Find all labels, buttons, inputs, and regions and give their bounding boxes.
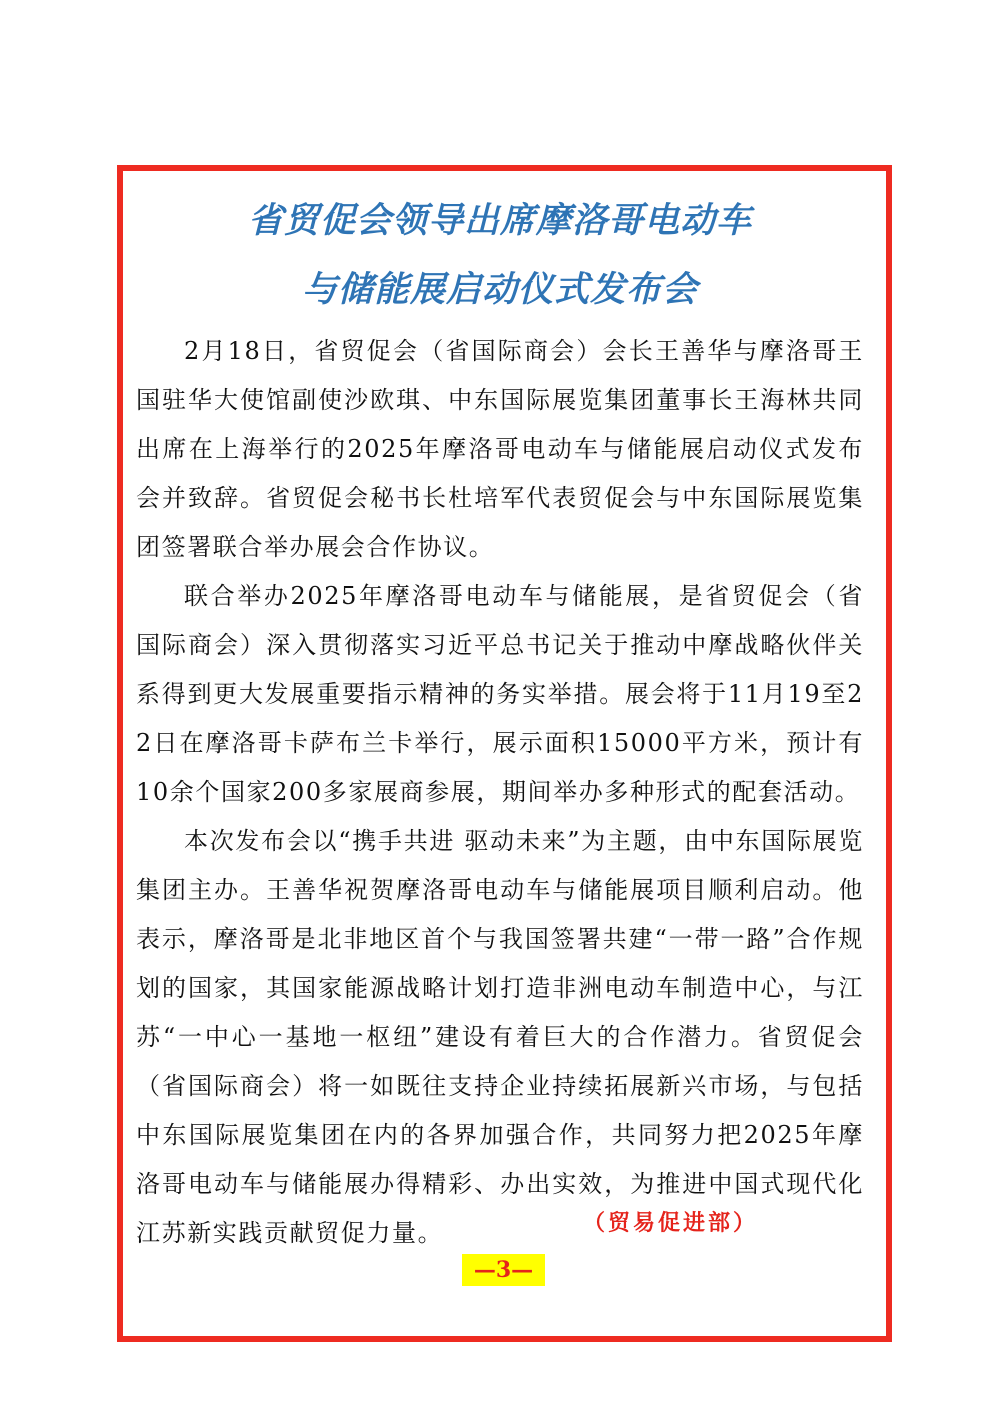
article-title-line-1: 省贸促会领导出席摩洛哥电动车 (247, 200, 752, 241)
article-body (136, 327, 864, 1258)
page-number: —3— (462, 1254, 545, 1286)
paragraph-3: 本次发布会以“携手共进 驱动未来”为主题，由中东国际展览集团主办。王善华祝贺摩洛哥电动车与储能展项目顺利启动。他表示，摩洛哥是北非地区首个与我国签署共建“一带一路”合作规划的国家，其国家能源战略计划打造非洲电动车制造中心，与江苏“一中心一基地一枢纽”建设有着巨大的合作潜力。省贸促会（省国际商会）将一如既往支持企业持续拓展新兴市场，与包括中东国际展览集团在内的各界加强合作，共同努力把2025年摩洛哥电动车与储能展办得精彩、办出实效，为推进中国式现代化江苏新实践贡献贸促力量。 (136, 827, 864, 1247)
paragraph-1: 2月18日，省贸促会（省国际商会）会长王善华与摩洛哥王国驻华大使馆副使沙欧琪、中东国际展览集团董事长王海林共同出席在上海举行的2025年摩洛哥电动车与储能展启动仪式发布会并致辞。省贸促会秘书长杜培军代表贸促会与中东国际展览集团签署联合举办展会合作协议。 (136, 337, 864, 561)
article-title-line-2: 与储能展启动仪式发布会 (301, 269, 698, 310)
paragraph-2: 联合举办2025年摩洛哥电动车与储能展，是省贸促会（省国际商会）深入贯彻落实习近平总书记关于推动中摩战略伙伴关系得到更大发展重要指示精神的务实举措。展会将于11月19至22日在摩洛哥卡萨布兰卡举行，展示面积15000平方米，预计有10余个国家200多家展商参展，期间举办多种形式的配套活动。 (136, 582, 864, 806)
department-signature: （贸易促进部） (583, 1210, 759, 1236)
